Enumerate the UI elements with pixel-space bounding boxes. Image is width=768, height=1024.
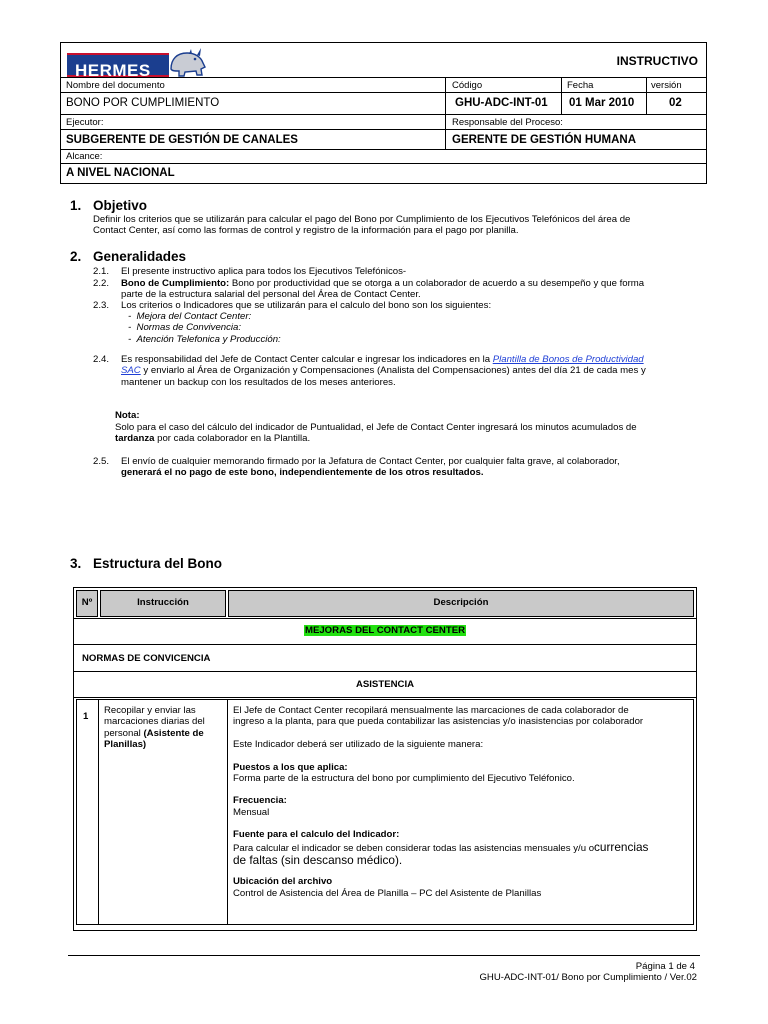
item-2-4-text <box>121 354 695 388</box>
header-rule <box>61 149 706 150</box>
item-2-1-number: 2.1. <box>93 266 110 277</box>
row-1-description <box>233 705 689 728</box>
band-mejoras-text: MEJORAS DEL CONTACT CENTER <box>304 625 466 636</box>
item-2-2-text <box>121 278 695 301</box>
executor-value: SUBGERENTE DE GESTIÓN DE CANALES <box>66 134 298 146</box>
fuente-line: currencias <box>594 840 649 854</box>
table-rule <box>74 697 696 698</box>
version-value: 02 <box>669 97 682 109</box>
header-divider <box>561 77 562 114</box>
instruction-line: personal <box>104 727 144 739</box>
responsible-value: GERENTE DE GESTIÓN HUMANA <box>452 134 637 146</box>
criteria-item: - Normas de Convivencia: <box>128 322 242 334</box>
item-2-5-line: generará el no pago de este bono, independientemente de los otros resultados. <box>121 467 484 479</box>
note-line: por cada colaborador en la Plantilla. <box>154 433 311 445</box>
section-1-title: Objetivo <box>93 198 148 213</box>
fuente-title: Fuente para el calculo del Indicador: <box>233 829 400 840</box>
note-line: Solo para el caso del cálculo del indicador de Puntualidad, el Jefe de Contact Center ingresará los minutos acumulados de <box>115 422 637 433</box>
instruction-role: (Asistente de <box>143 727 204 739</box>
rhino-icon <box>167 45 207 79</box>
header-rule <box>61 163 706 164</box>
instruction-role: Planillas) <box>104 739 147 751</box>
band-asistencia: ASISTENCIA <box>355 679 415 690</box>
instruction-line: Recopilar y enviar las <box>104 705 196 716</box>
ubicacion-title: Ubicación del archivo <box>233 876 333 887</box>
fuente-text <box>233 840 689 854</box>
header-description-text: Descripción <box>433 597 489 608</box>
section-3-title: Estructura del Bono <box>93 556 223 571</box>
criteria-item: - Atención Telefonica y Producción: <box>128 333 281 345</box>
section-2-title: Generalidades <box>93 249 187 264</box>
ubicacion-text: Control de Asistencia del Área de Planilla – PC del Asistente de Planillas <box>233 888 542 899</box>
sac-link[interactable]: SAC <box>121 365 141 377</box>
section-3-number: 3. <box>70 556 82 571</box>
description-usage: Este Indicador deberá ser utilizado de la siguiente manera: <box>233 739 484 750</box>
row-1-instruction <box>104 705 224 751</box>
item-2-4-number: 2.4. <box>93 354 110 365</box>
doc-name-value: BONO POR CUMPLIMIENTO <box>66 97 220 109</box>
doc-name-label: Nombre del documento <box>66 80 165 91</box>
item-2-2-line: Bono por productividad que se otorga a un colaborador de acuerdo a su desempeño y que forma <box>229 278 645 289</box>
item-2-5-text <box>121 456 695 479</box>
item-2-3-text: Los criterios o Indicadores que se utilizarán para el calculo del bono son los siguientes: <box>121 300 492 311</box>
code-value: GHU-ADC-INT-01 <box>455 97 548 109</box>
header-rule <box>61 114 706 115</box>
logo-text: HERMES <box>75 61 151 80</box>
doc-type-label: INSTRUCTIVO <box>616 54 698 68</box>
fuente-line: Para calcular el indicador se deben considerar todas las asistencias mensuales y/u o <box>233 843 595 854</box>
note-text <box>115 422 695 445</box>
band-mejoras <box>74 625 696 636</box>
objective-line: Contact Center, así como las formas de control y registro de la información para el pago por planilla. <box>93 225 519 237</box>
responsible-label: Responsable del Proceso: <box>452 117 563 128</box>
header-divider <box>445 129 446 149</box>
plantilla-bonos-link[interactable]: Plantilla de Bonos de Productividad <box>492 354 644 365</box>
item-2-3-number: 2.3. <box>93 300 110 311</box>
frecuencia-text: Mensual <box>233 807 270 818</box>
footer-rule <box>68 955 700 956</box>
header-rule <box>61 92 706 93</box>
date-value: 01 Mar 2010 <box>569 97 635 109</box>
header-instruction-text: Instrucción <box>137 597 189 608</box>
item-2-4-line: mantener un backup con los resultados de los meses anteriores. <box>121 376 396 388</box>
executor-label: Ejecutor: <box>66 117 104 128</box>
hermes-logo <box>67 47 207 79</box>
table-rule <box>74 671 696 672</box>
criteria-item: - Mejora del Contact Center: <box>128 311 252 322</box>
table-divider <box>98 699 99 925</box>
header-rule <box>61 129 706 130</box>
objective-text <box>93 214 695 237</box>
date-label: Fecha <box>567 80 594 91</box>
instruction-line: marcaciones diarias del <box>104 716 205 728</box>
fuente-text-cont: de faltas (sin descanso médico). <box>233 853 403 867</box>
scope-label: Alcance: <box>66 151 103 162</box>
footer-reference: GHU-ADC-INT-01/ Bono por Cumplimiento / Ver.02 <box>479 972 697 983</box>
item-2-2-number: 2.2. <box>93 278 110 289</box>
tardanza-term: tardanza <box>115 433 155 445</box>
puestos-text: Forma parte de la estructura del bono por cumplimiento del Ejecutivo Teléfonico. <box>233 773 575 784</box>
code-label: Código <box>452 80 483 91</box>
item-2-5-line: El envío de cualquier memorando firmado por la Jefatura de Contact Center, por cualquier falta grave, al colaborador, <box>121 456 620 467</box>
header-divider <box>646 77 647 114</box>
document-header-table <box>60 42 707 184</box>
bono-structure-table <box>73 587 697 931</box>
band-normas: NORMAS DE CONVICENCIA <box>82 653 211 664</box>
item-2-5-number: 2.5. <box>93 456 110 467</box>
item-2-1-text: El presente instructivo aplica para todos los Ejecutivos Telefónicos- <box>121 266 407 277</box>
objective-line: Definir los criterios que se utilizarán para calcular el pago del Bono por Cumplimiento de los Ejecutivos Telefónicos del área de <box>93 214 631 225</box>
item-2-2-line: parte de la estructura salarial del personal del Área de Contact Center. <box>121 289 421 301</box>
page-number: Página 1 de 4 <box>635 961 695 972</box>
description-line: El Jefe de Contact Center recopilará mensualmente las marcaciones de cada colaborador de <box>233 705 629 716</box>
note-title: Nota: <box>115 410 140 421</box>
section-2-number: 2. <box>70 249 82 264</box>
table-rule <box>74 618 696 619</box>
description-line: ingreso a la planta, para que pueda contabilizar las asistencias y/o inasistencias por colaborador <box>233 716 644 728</box>
row-1-number: 1 <box>83 711 89 722</box>
table-rule <box>74 644 696 645</box>
table-divider <box>227 699 228 925</box>
version-label: versión <box>651 80 682 91</box>
scope-value: A NIVEL NACIONAL <box>66 167 175 179</box>
logo-banner <box>67 53 169 80</box>
bono-cumplimiento-term: Bono de Cumplimiento: <box>121 278 230 289</box>
puestos-title: Puestos a los que aplica: <box>233 762 348 773</box>
frecuencia-title: Frecuencia: <box>233 795 287 806</box>
header-number-text: Nº <box>81 597 93 608</box>
header-divider <box>445 77 446 129</box>
item-2-4-line: y enviarlo al Área de Organización y Compensaciones (Analista del Compensaciones) antes del día 21 de cada mes y <box>140 365 646 377</box>
criteria-list <box>128 311 281 345</box>
item-2-4-line: Es responsabilidad del Jefe de Contact Center calcular e ingresar los indicadores en la <box>121 354 493 365</box>
section-1-number: 1. <box>70 198 82 213</box>
